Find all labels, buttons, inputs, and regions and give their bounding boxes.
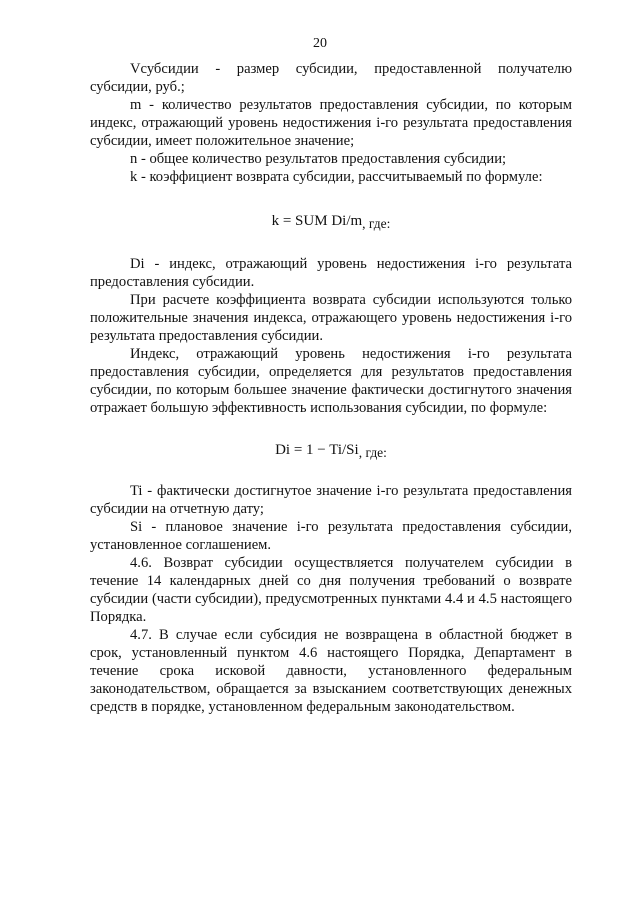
definition-n: n - общее количество результатов предоставления субсидии; [130,151,507,167]
definition-v-subsidy: Vсубсидии - размер субсидии, предоставленной получателю субсидии, руб.; [90,61,572,95]
definition-m: m - количество результатов предоставления субсидии, по которым индекс, отражающий уровень недостижения i-го результата предоставления субсидии, имеет положительное значение; [90,97,572,149]
formula-k [90,212,572,230]
clause-4-6: 4.6. Возврат субсидии осуществляется получателем субсидии в течение 14 календарных дней со дня получения требований о возврате субсидии (части субсидии), предусмотренных пунктами 4.4 и 4.5 настоящего Порядка. [90,555,572,625]
definition-di: Di - индекс, отражающий уровень недостижения i-го результата предоставления субсидии. [90,256,572,290]
formula-di [90,441,572,459]
clause-4-7: 4.7. В случае если субсидия не возвращена в областной бюджет в срок, установленный пунктом 4.6 настоящего Порядка, Департамент в течение срока исковой давности, установленного федеральным законодательством, обращается за взысканием соответствующих денежных средств в порядке, установленном федеральным законодательством. [90,627,572,715]
definition-k: k - коэффициент возврата субсидии, рассчитываемый по формуле: [130,169,543,185]
formula-di-tail: , где: [358,445,387,460]
definition-si: Si - плановое значение i-го результата предоставления субсидии, установленное соглашением. [90,519,572,553]
page-number: 20 [313,36,327,51]
document-body [90,60,572,716]
formula-di-expression: Di = 1 − Ti/Si [275,442,359,458]
definition-ti: Ti - фактически достигнутое значение i-го результата предоставления субсидии на отчетную дату; [90,483,572,517]
formula-k-expression: k = SUM Di/m [271,213,363,229]
formula-k-tail: , где: [362,216,391,231]
paragraph-index-formula: Индекс, отражающий уровень недостижения i-го результата предоставления субсидии, определяется для результатов предоставления субсидии, по которым большее значение фактически достигнутого значения отражает большую эффективность использования субсидии, по формуле: [90,346,572,416]
paragraph-positive-values: При расчете коэффициента возврата субсидии используются только положительные значения индекса, отражающего уровень недостижения i-го результата предоставления субсидии. [90,292,572,344]
